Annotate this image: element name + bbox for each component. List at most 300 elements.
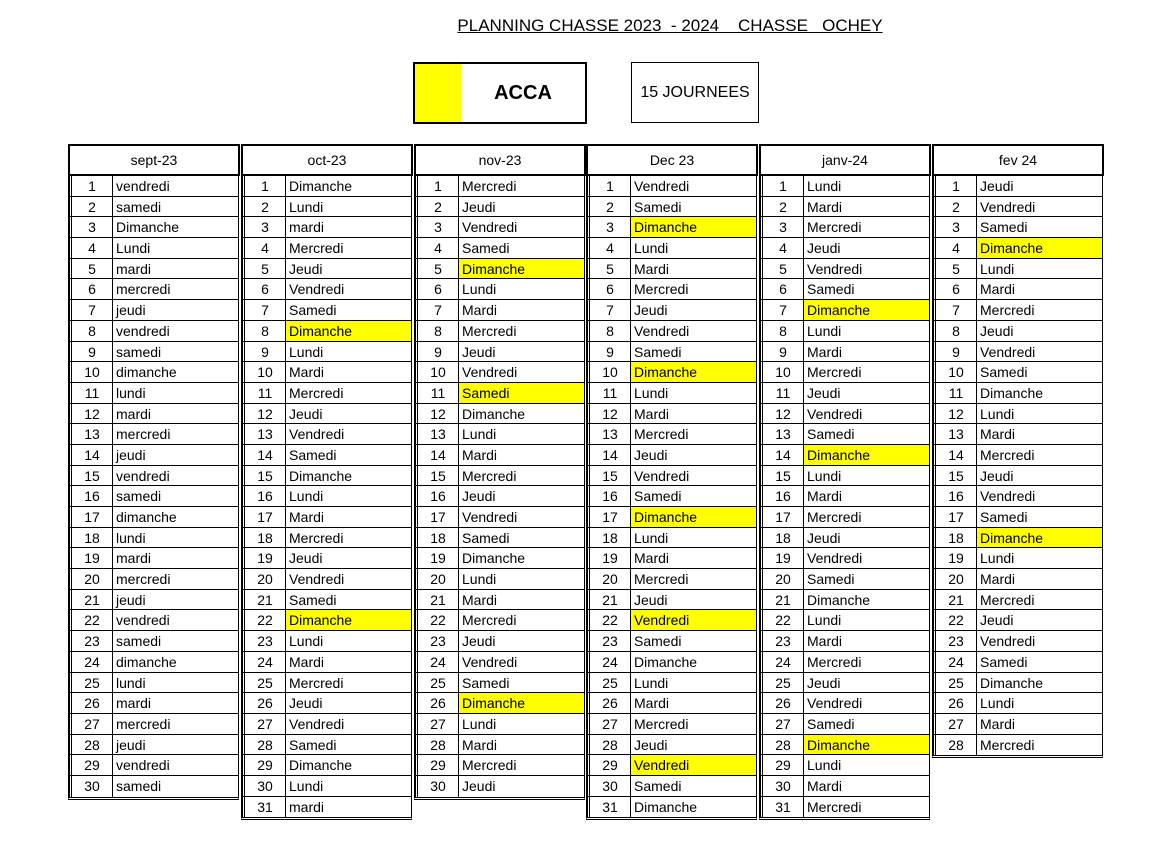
day-name: Mardi [634, 550, 670, 567]
day-row [587, 631, 756, 652]
day-row [587, 486, 756, 507]
day-name: Samedi [462, 240, 510, 257]
day-name: vendredi [116, 612, 170, 629]
day-row [760, 528, 929, 549]
day-row [587, 176, 756, 197]
day-number: 3 [69, 217, 113, 237]
day-row [242, 321, 411, 342]
day-row [933, 631, 1102, 652]
day-number: 29 [760, 755, 804, 775]
day-name: Mercredi [462, 178, 517, 194]
day-row [760, 548, 929, 569]
day-number: 26 [587, 693, 631, 713]
day-row [415, 321, 584, 342]
day-number: 25 [760, 673, 804, 693]
day-row [242, 383, 411, 404]
day-number: 9 [760, 342, 804, 362]
day-number: 5 [415, 259, 459, 279]
day-number: 29 [242, 755, 286, 775]
day-number: 3 [587, 217, 631, 237]
day-number: 4 [587, 238, 631, 258]
day-number: 25 [415, 673, 459, 693]
day-row [69, 486, 238, 507]
day-row [933, 279, 1102, 300]
day-row [242, 652, 411, 673]
day-name: vendredi [116, 467, 170, 484]
day-row [69, 300, 238, 321]
day-name: mercredi [116, 426, 171, 443]
day-row [415, 735, 584, 756]
day-row [242, 362, 411, 383]
day-name: vendredi [116, 178, 170, 194]
day-name: dimanche [116, 364, 177, 381]
day-row [69, 548, 238, 569]
day-number: 23 [933, 631, 977, 651]
day-row [242, 735, 411, 756]
day-row [587, 755, 756, 776]
day-name: Mardi [807, 343, 843, 360]
day-row [587, 776, 756, 797]
day-name: Mercredi [980, 446, 1035, 463]
day-name: Vendredi [980, 198, 1036, 215]
day-name: Mardi [634, 695, 670, 712]
day-name: Mardi [634, 260, 670, 277]
day-row [69, 507, 238, 528]
day-name: Samedi [289, 446, 337, 463]
day-name: Mercredi [980, 591, 1035, 608]
day-number: 19 [587, 548, 631, 568]
day-number: 27 [415, 714, 459, 734]
day-number: 9 [69, 342, 113, 362]
day-row [415, 755, 584, 776]
day-number: 30 [587, 776, 631, 796]
day-name: Lundi [807, 612, 842, 629]
day-number: 21 [415, 590, 459, 610]
day-row [587, 362, 756, 383]
day-name-acca: Dimanche [631, 217, 756, 237]
day-name: jeudi [116, 736, 146, 753]
day-name: Vendredi [634, 178, 690, 194]
day-row [69, 755, 238, 776]
day-row [242, 217, 411, 238]
day-row [69, 673, 238, 694]
day-row [933, 176, 1102, 197]
day-name: Lundi [462, 571, 497, 588]
day-name: Jeudi [289, 260, 323, 277]
day-name: Vendredi [289, 281, 345, 298]
day-row [415, 486, 584, 507]
day-name: mardi [116, 405, 152, 422]
day-name: Lundi [980, 405, 1015, 422]
day-row [415, 342, 584, 363]
day-name: samedi [116, 343, 162, 360]
day-number: 2 [69, 197, 113, 217]
day-row [69, 176, 238, 197]
day-row [760, 383, 929, 404]
day-name: Mercredi [807, 509, 862, 525]
month-days [932, 176, 1103, 758]
day-name: Vendredi [462, 364, 518, 381]
day-name: Lundi [462, 715, 497, 732]
day-row [415, 466, 584, 487]
day-number: 26 [760, 693, 804, 713]
day-number: 5 [69, 259, 113, 279]
month-header: sept-23 [68, 144, 240, 176]
day-name: Jeudi [462, 488, 496, 505]
day-number: 12 [415, 404, 459, 424]
day-row [760, 714, 929, 735]
day-name: Lundi [634, 529, 669, 546]
day-row [242, 342, 411, 363]
day-name: Mardi [289, 364, 325, 381]
day-number: 28 [69, 735, 113, 755]
day-name: Samedi [634, 198, 682, 215]
day-row [587, 652, 756, 673]
day-name: Lundi [980, 260, 1015, 277]
day-row [415, 714, 584, 735]
day-row [933, 238, 1102, 259]
day-row [933, 693, 1102, 714]
day-name: Jeudi [980, 467, 1014, 484]
day-name: Vendredi [807, 550, 863, 567]
day-name: Lundi [116, 240, 151, 257]
day-number: 20 [760, 569, 804, 589]
day-name: Samedi [634, 343, 682, 360]
month-days [68, 176, 239, 800]
day-number: 3 [242, 217, 286, 237]
day-number: 8 [69, 321, 113, 341]
day-row [760, 610, 929, 631]
day-name: Samedi [807, 426, 855, 443]
day-row [587, 590, 756, 611]
day-name: Jeudi [462, 198, 496, 215]
day-name: mercredi [116, 715, 171, 732]
day-name: dimanche [116, 509, 177, 525]
month-days [241, 176, 412, 820]
day-row [242, 176, 411, 197]
day-name: Mercredi [807, 798, 862, 815]
day-row [415, 300, 584, 321]
day-number: 17 [760, 507, 804, 527]
day-name: Samedi [634, 488, 682, 505]
day-number: 27 [242, 714, 286, 734]
day-row [242, 507, 411, 528]
day-number: 16 [415, 486, 459, 506]
day-number: 29 [69, 755, 113, 775]
day-name-acca: Dimanche [804, 300, 929, 320]
day-name: Lundi [634, 674, 669, 691]
day-name: Vendredi [289, 715, 345, 732]
day-number: 14 [69, 445, 113, 465]
day-name: Mercredi [807, 653, 862, 670]
day-number: 1 [69, 176, 113, 196]
day-number: 11 [69, 383, 113, 403]
day-name: Dimanche [116, 219, 180, 236]
day-number: 13 [415, 424, 459, 444]
day-row [415, 383, 584, 404]
day-number: 17 [242, 507, 286, 527]
day-row [242, 238, 411, 259]
month-column [586, 144, 758, 820]
day-row [760, 507, 929, 528]
day-name: mardi [116, 695, 152, 712]
day-row [587, 279, 756, 300]
day-row [760, 569, 929, 590]
day-name: Vendredi [462, 509, 518, 525]
day-name: Mercredi [462, 612, 517, 629]
day-name: mardi [289, 798, 325, 815]
day-number: 1 [587, 176, 631, 196]
day-row [242, 631, 411, 652]
day-row [69, 362, 238, 383]
day-number: 19 [415, 548, 459, 568]
day-row [242, 424, 411, 445]
day-row [415, 631, 584, 652]
day-name: Jeudi [289, 550, 323, 567]
day-row [760, 404, 929, 425]
legend-acca-label: ACCA [494, 82, 552, 104]
day-row [69, 714, 238, 735]
day-row [760, 466, 929, 487]
day-number: 6 [69, 279, 113, 299]
day-row [69, 321, 238, 342]
day-number: 13 [760, 424, 804, 444]
day-number: 15 [69, 466, 113, 486]
day-number: 1 [933, 176, 977, 196]
day-number: 11 [415, 383, 459, 403]
day-number: 22 [242, 610, 286, 630]
day-number: 31 [242, 797, 286, 818]
day-name: Mercredi [980, 302, 1035, 319]
day-name: Mardi [462, 302, 498, 319]
day-number: 17 [69, 507, 113, 527]
day-number: 8 [933, 321, 977, 341]
day-number: 30 [69, 776, 113, 797]
day-row [415, 569, 584, 590]
day-name: Lundi [807, 178, 842, 194]
day-number: 4 [933, 238, 977, 258]
day-row [933, 424, 1102, 445]
legend-journees-count: 15 JOURNEES [631, 62, 759, 123]
day-number: 21 [242, 590, 286, 610]
day-name: Vendredi [289, 426, 345, 443]
day-row [933, 321, 1102, 342]
day-row [242, 259, 411, 280]
day-name: Jeudi [289, 405, 323, 422]
day-name: Jeudi [980, 322, 1014, 339]
day-number: 7 [242, 300, 286, 320]
day-number: 21 [760, 590, 804, 610]
month-column [241, 144, 413, 820]
day-number: 7 [933, 300, 977, 320]
day-name: Mardi [462, 446, 498, 463]
day-row [587, 197, 756, 218]
day-name: Dimanche [980, 384, 1044, 401]
day-number: 22 [69, 610, 113, 630]
day-number: 14 [587, 445, 631, 465]
day-number: 1 [242, 176, 286, 196]
day-row [242, 300, 411, 321]
day-name: Mardi [980, 426, 1016, 443]
day-number: 23 [760, 631, 804, 651]
day-name-acca: Dimanche [631, 362, 756, 382]
day-row [242, 404, 411, 425]
day-name: Lundi [807, 322, 842, 339]
day-row [933, 404, 1102, 425]
day-row [933, 217, 1102, 238]
day-number: 23 [242, 631, 286, 651]
day-number: 8 [242, 321, 286, 341]
day-number: 15 [415, 466, 459, 486]
day-number: 10 [933, 362, 977, 382]
day-row [587, 217, 756, 238]
day-row [415, 404, 584, 425]
day-number: 25 [587, 673, 631, 693]
day-number: 13 [933, 424, 977, 444]
day-row [933, 590, 1102, 611]
day-row [587, 238, 756, 259]
day-row [587, 404, 756, 425]
day-name: Vendredi [462, 219, 518, 236]
day-row [760, 445, 929, 466]
day-row [69, 424, 238, 445]
day-row [242, 714, 411, 735]
day-number: 4 [415, 238, 459, 258]
day-name: jeudi [116, 591, 146, 608]
day-number: 19 [933, 548, 977, 568]
day-number: 10 [587, 362, 631, 382]
day-row [242, 693, 411, 714]
day-name: samedi [116, 488, 162, 505]
day-number: 27 [587, 714, 631, 734]
day-name: Lundi [634, 384, 669, 401]
day-number: 20 [587, 569, 631, 589]
day-number: 10 [242, 362, 286, 382]
day-number: 27 [69, 714, 113, 734]
day-name: Jeudi [807, 384, 841, 401]
day-name: Jeudi [634, 302, 668, 319]
day-name: Jeudi [807, 240, 841, 257]
day-number: 28 [933, 735, 977, 756]
day-name: Mercredi [634, 571, 689, 588]
day-number: 18 [760, 528, 804, 548]
day-number: 21 [933, 590, 977, 610]
page-title: PLANNING CHASSE 2023 - 2024 CHASSE OCHEY [457, 16, 883, 35]
day-number: 9 [933, 342, 977, 362]
day-number: 15 [933, 466, 977, 486]
day-number: 15 [242, 466, 286, 486]
day-row [587, 259, 756, 280]
day-name: Mercredi [289, 674, 344, 691]
day-name: Mercredi [634, 426, 689, 443]
day-row [933, 507, 1102, 528]
day-number: 20 [415, 569, 459, 589]
day-number: 24 [69, 652, 113, 672]
day-row [415, 548, 584, 569]
day-number: 13 [242, 424, 286, 444]
day-number: 6 [933, 279, 977, 299]
day-name-acca: Dimanche [286, 321, 411, 341]
day-row [415, 362, 584, 383]
day-row [933, 466, 1102, 487]
day-name: Mardi [807, 777, 843, 794]
day-row [933, 714, 1102, 735]
day-name: Mardi [807, 633, 843, 650]
day-number: 4 [242, 238, 286, 258]
day-name: Vendredi [980, 633, 1036, 650]
month-days [586, 176, 757, 820]
day-row [69, 217, 238, 238]
day-number: 29 [587, 755, 631, 775]
day-row [242, 610, 411, 631]
day-row [242, 528, 411, 549]
day-name: Samedi [980, 653, 1028, 670]
day-number: 17 [933, 507, 977, 527]
day-name: Dimanche [462, 405, 526, 422]
day-row [242, 797, 411, 818]
day-row [933, 259, 1102, 280]
day-number: 13 [587, 424, 631, 444]
day-row [415, 176, 584, 197]
day-number: 4 [760, 238, 804, 258]
day-row [69, 693, 238, 714]
day-number: 25 [242, 673, 286, 693]
day-number: 11 [760, 383, 804, 403]
day-number: 20 [69, 569, 113, 589]
day-number: 9 [415, 342, 459, 362]
day-number: 30 [242, 776, 286, 796]
day-name: dimanche [116, 653, 177, 670]
day-name: Samedi [807, 281, 855, 298]
day-name: Dimanche [289, 467, 353, 484]
month-column [68, 144, 240, 800]
day-row [587, 383, 756, 404]
day-number: 29 [415, 755, 459, 775]
day-row [69, 590, 238, 611]
day-number: 31 [587, 797, 631, 818]
day-name: Mardi [980, 715, 1016, 732]
day-row [415, 673, 584, 694]
day-row [760, 590, 929, 611]
day-name: Samedi [289, 302, 337, 319]
day-number: 2 [242, 197, 286, 217]
day-name-acca: Dimanche [459, 693, 584, 713]
day-number: 28 [760, 735, 804, 755]
day-row [933, 528, 1102, 549]
day-number: 22 [760, 610, 804, 630]
day-row [760, 673, 929, 694]
day-row [587, 735, 756, 756]
day-number: 14 [760, 445, 804, 465]
day-number: 5 [760, 259, 804, 279]
day-row [933, 342, 1102, 363]
day-name: Mardi [807, 488, 843, 505]
day-number: 28 [242, 735, 286, 755]
day-name: Mardi [980, 571, 1016, 588]
day-name: Lundi [289, 198, 324, 215]
day-name: Jeudi [980, 178, 1014, 194]
day-number: 26 [69, 693, 113, 713]
day-name: Samedi [462, 529, 510, 546]
day-row [587, 507, 756, 528]
day-name: Samedi [289, 736, 337, 753]
day-number: 6 [242, 279, 286, 299]
day-row [242, 569, 411, 590]
day-number: 22 [415, 610, 459, 630]
day-number: 13 [69, 424, 113, 444]
day-name-acca: Dimanche [977, 528, 1102, 548]
day-row [933, 610, 1102, 631]
